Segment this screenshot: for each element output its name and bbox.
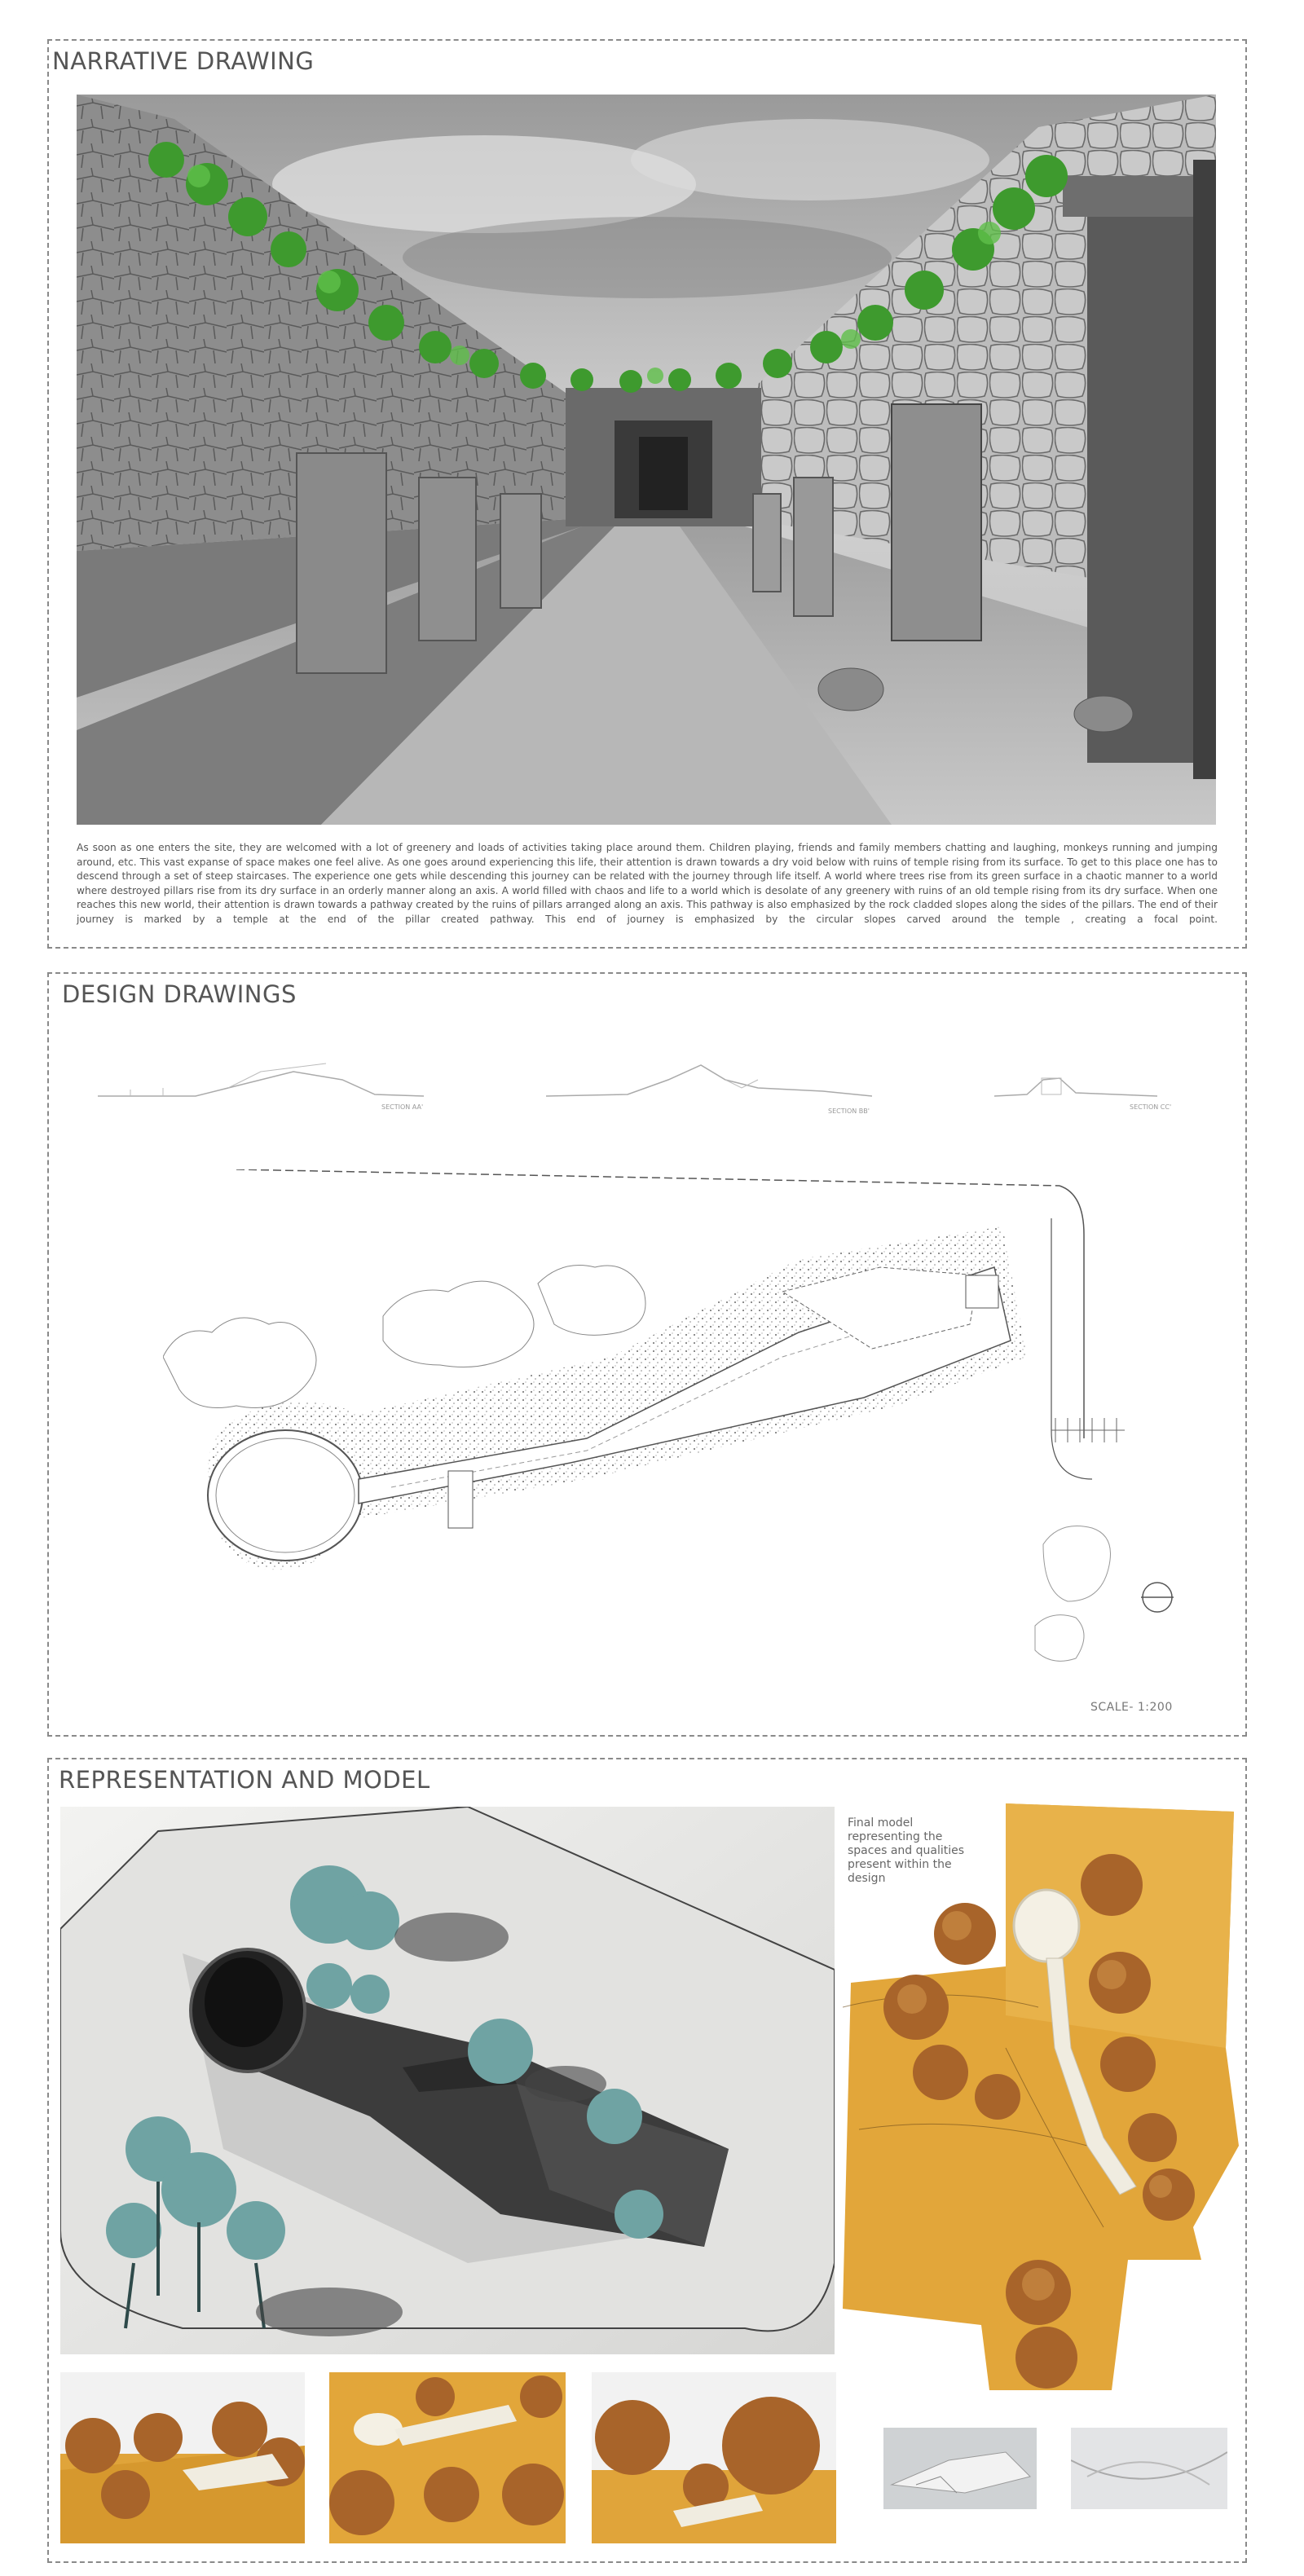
model-photo-1 bbox=[60, 2372, 305, 2543]
narrative-title: NARRATIVE DRAWING bbox=[52, 47, 315, 75]
representation-panel bbox=[47, 1758, 1247, 2563]
model-render-image bbox=[60, 1807, 835, 2354]
section-drawing-2 bbox=[546, 1055, 872, 1104]
representation-title: REPRESENTATION AND MODEL bbox=[59, 1766, 430, 1794]
section-drawing-1 bbox=[98, 1055, 424, 1104]
design-panel bbox=[47, 972, 1247, 1737]
section-drawing-3 bbox=[994, 1055, 1157, 1104]
narrative-paragraph: As soon as one enters the site, they are welcomed with a lot of greenery and loads of activities taking place around them. Children playing, friends and family members chatting and laughing, monkeys running and jumping around, etc. This vast expanse of space makes one feel alive. As one goes around experiencing this life, their attention is drawn towards a dry void below with ruins of temple rising from its surface. To get to this place one has to descend through a set of steep staircases. The experience one gets while descending this journey can be related with the journey through life itself. A world where trees rise from its green surface in a chaotic manner to a world where destroyed pillars rise from its dry surface in an orderly manner along an axis. A world filled with chaos and life to a world which is desolate of any greenery with ruins of an old temple rising from its dry surface. When one reaches this new world, their attention is drawn towards a pathway created by the ruins of pillars arranged along an axis. This pathway is also emphasized by the rock cladded slopes along the sides of the pillars. The end of their journey is marked by a temple at the end of the pillar created pathway. This end of journey is emphasized by the circular slopes carved around the temple , creating a focal point. bbox=[77, 842, 1218, 925]
model-photo-2 bbox=[329, 2372, 566, 2543]
model-photo-4 bbox=[883, 2428, 1037, 2509]
model-photo-top bbox=[843, 1803, 1239, 2390]
model-photo-3 bbox=[592, 2372, 836, 2543]
section-label-2: SECTION BB' bbox=[828, 1107, 870, 1115]
model-photo-5 bbox=[1071, 2428, 1227, 2509]
narrative-sketch-image bbox=[77, 95, 1216, 825]
design-title: DESIGN DRAWINGS bbox=[62, 980, 297, 1008]
model-caption: Final model representing the spaces and qualities present within the design bbox=[848, 1816, 965, 1885]
section-label-3: SECTION CC' bbox=[1130, 1103, 1172, 1111]
narrative-panel bbox=[47, 39, 1247, 949]
section-label-1: SECTION AA' bbox=[381, 1103, 424, 1111]
site-plan-drawing bbox=[163, 1169, 1190, 1675]
scale-label: SCALE- 1:200 bbox=[1090, 1701, 1173, 1714]
